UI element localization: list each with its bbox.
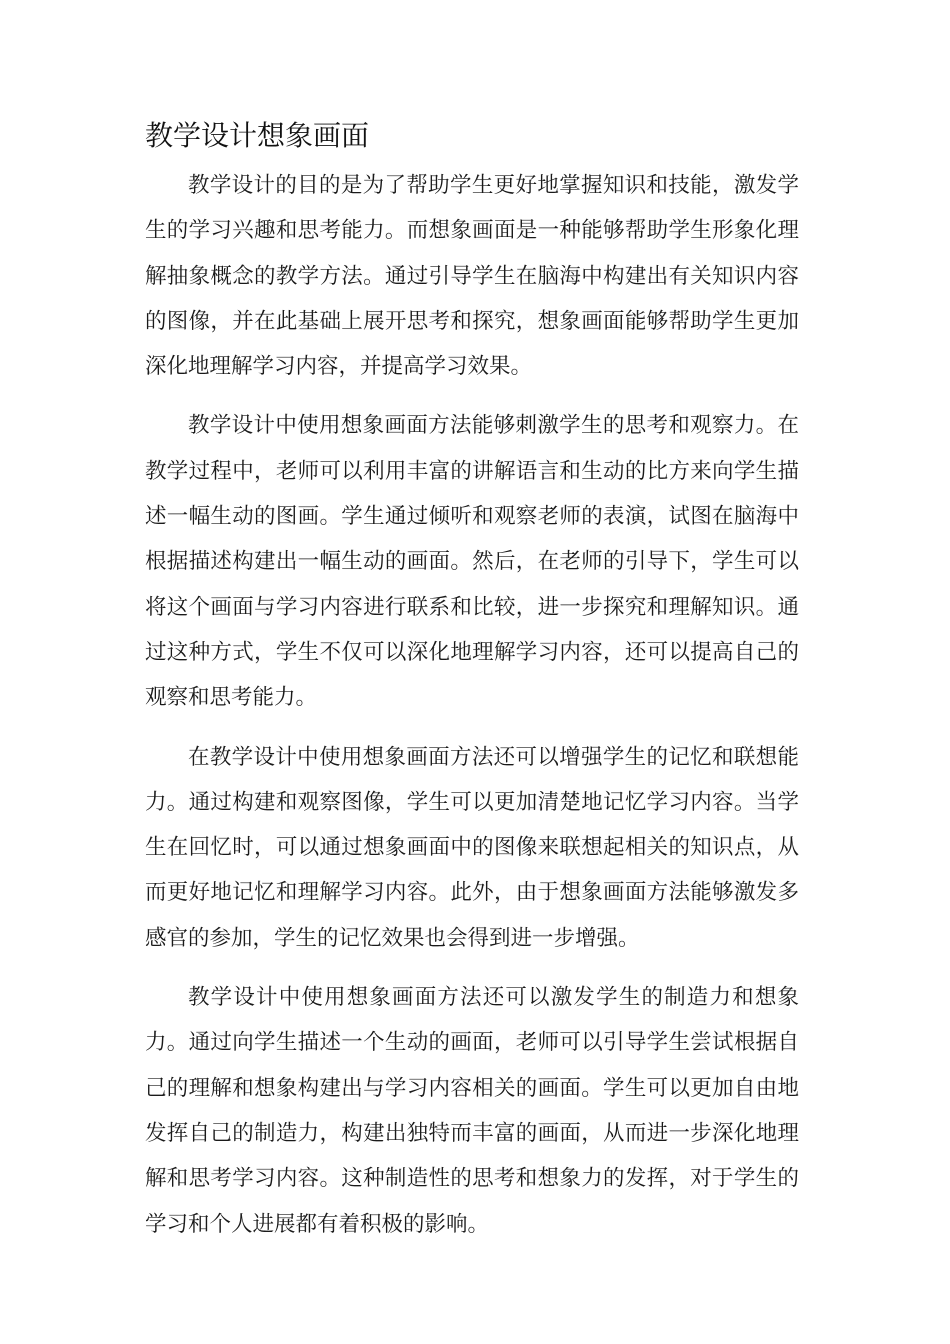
paragraph-4: 教学设计中使用想象画面方法还可以激发学生的制造力和想象力。通过向学生描述一个生动的画面，老师可以引导学生尝试根据自己的理解和想象构建出与学习内容相关的画面。学生可以更加自由地发挥自己的制造力，构建出独特而丰富的画面，从而进一步深化地理解和思考学习内容。这种制造性的思考和想象力的发挥，对于学生的学习和个人进展都有着积极的影响。 [145, 985, 799, 1237]
paragraph-2: 教学设计中使用想象画面方法能够刺激学生的思考和观察力。在教学过程中，老师可以利用丰富的讲解语言和生动的比方来向学生描述一幅生动的图画。学生通过倾听和观察老师的表演，试图在脑海中根据描述构建出一幅生动的画面。然后，在老师的引导下，学生可以将这个画面与学习内容进行联系和比较，进一步探究和理解知识。通过这种方式，学生不仅可以深化地理解学习内容，还可以提高自己的观察和思考能力。 [145, 413, 799, 711]
paragraph-1: 教学设计的目的是为了帮助学生更好地掌握知识和技能，激发学生的学习兴趣和思考能力。而想象画面是一种能够帮助学生形象化理解抽象概念的教学方法。通过引导学生在脑海中构建出有关知识内容的图像，并在此基础上展开思考和探究，想象画面能够帮助学生更加深化地理解学习内容，并提高学习效果。 [145, 173, 799, 380]
document-body [145, 163, 799, 1261]
document-title: 教学设计想象画面 [145, 119, 370, 152]
paragraph-3: 在教学设计中使用想象画面方法还可以增强学生的记忆和联想能力。通过构建和观察图像，学生可以更加清楚地记忆学习内容。当学生在回忆时，可以通过想象画面中的图像来联想起相关的知识点，从而更好地记忆和理解学习内容。此外，由于想象画面方法能够激发多感官的参加，学生的记忆效果也会得到进一步增强。 [145, 744, 799, 951]
